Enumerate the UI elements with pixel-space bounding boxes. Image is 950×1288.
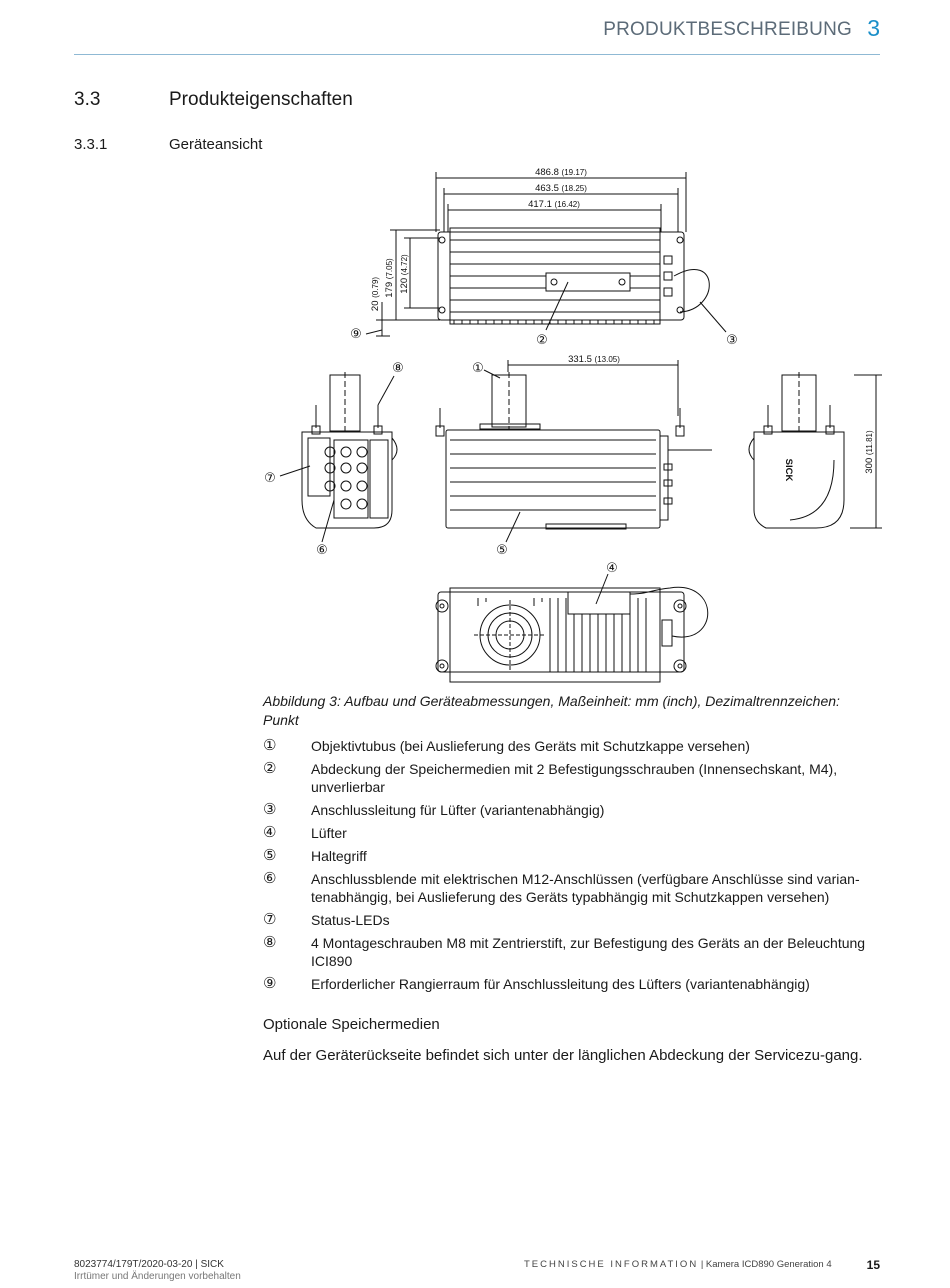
legend-mark: ③ <box>263 801 277 818</box>
svg-text:300 (11.81) <box>864 430 875 474</box>
legend-item <box>263 911 883 929</box>
rear-view <box>436 561 708 682</box>
legend-item <box>263 801 883 819</box>
header-rule <box>74 54 880 55</box>
dim-height-20: 20 <box>370 300 381 312</box>
legend-text: 4 Montageschrauben M8 mit Zentrierstift, zur Befestigung des Geräts an der Beleuchtung ICI890 <box>311 935 866 969</box>
legend-text: Abdeckung der Speichermedien mit 2 Befestigungsschrauben (Innensechskant, M4), unverlierbar <box>311 761 838 795</box>
dim-height-300: 300 <box>864 457 875 474</box>
svg-text:120 (4.72) <box>399 254 410 294</box>
right-side-view <box>749 372 882 528</box>
legend-item <box>263 760 883 796</box>
optional-storage-text: Auf der Geräterückseite befindet sich unter der länglichen Abdeckung der Servicezu-gang. <box>263 1047 863 1064</box>
footer-page-number: 15 <box>866 1258 880 1272</box>
legend-mark: ④ <box>263 824 277 841</box>
legend-mark: ⑥ <box>263 870 277 887</box>
svg-text:463.5 (18.25) <box>535 183 587 194</box>
dim-width-mid: 463.5 <box>535 183 559 194</box>
footer-product: | Kamera ICD890 Generation 4 <box>698 1259 832 1270</box>
subsection-number: 3.3.1 <box>74 136 108 153</box>
svg-text:20 (0.79) <box>370 277 381 311</box>
legend-item <box>263 824 883 842</box>
legend-item <box>263 847 883 865</box>
section-title: Produkteigenschaften <box>169 89 353 110</box>
callout-2: ② <box>536 333 548 348</box>
legend-text: Erforderlicher Rangierraum für Anschlussleitung des Lüfters (variantenabhängig) <box>311 976 810 992</box>
dim-height-300-in: (11.81) <box>865 430 874 456</box>
section-number: 3.3 <box>74 89 101 110</box>
left-side-view <box>264 361 404 558</box>
callout-3: ③ <box>726 333 738 348</box>
dim-height-179-in: (7.05) <box>385 258 394 280</box>
legend-mark: ⑦ <box>263 911 277 928</box>
legend-item <box>263 934 883 970</box>
subsection-title: Geräteansicht <box>169 136 263 153</box>
device-dimension-drawing <box>250 160 890 688</box>
legend-text: Haltegriff <box>311 848 367 864</box>
figure-caption: Abbildung 3: Aufbau und Geräteabmessungen, Maßeinheit: mm (inch), Dezimaltrennzeichen: Punkt <box>263 693 840 728</box>
callout-8: ⑧ <box>392 361 404 376</box>
callout-7: ⑦ <box>264 471 276 486</box>
dim-width-inner: 417.1 <box>528 199 552 210</box>
footer-disclaimer: Irrtümer und Änderungen vorbehalten <box>74 1271 241 1282</box>
brand-mark: SICK <box>783 458 794 482</box>
footer-doc-type: TECHNISCHE INFORMATION <box>524 1259 699 1270</box>
top-view <box>350 167 738 348</box>
legend-mark: ① <box>263 737 277 754</box>
legend-item <box>263 975 883 993</box>
dim-width-mid-in: (18.25) <box>561 184 587 193</box>
callout-1: ① <box>472 361 484 376</box>
legend-text: Anschlussblende mit elektrischen M12-Anschlüssen (verfügbare Anschlüsse sind varian-tenabhängig, bei Auslieferung des Geräts typabhängig mit Schutzkappen versehen) <box>311 871 860 905</box>
callout-9: ⑨ <box>350 327 362 342</box>
dim-height-179: 179 <box>384 281 395 298</box>
callout-6: ⑥ <box>316 543 328 558</box>
svg-text:486.8 (19.17) <box>535 167 587 178</box>
legend-mark: ⑤ <box>263 847 277 864</box>
footer-doc-info <box>524 1259 832 1270</box>
front-side-view <box>436 354 712 558</box>
header-section-title: PRODUKTBESCHREIBUNG <box>603 19 852 40</box>
legend-mark: ⑧ <box>263 934 277 951</box>
figure-legend <box>263 737 883 998</box>
header-chapter-number: 3 <box>867 15 880 41</box>
legend-item <box>263 870 883 906</box>
legend-item <box>263 737 883 755</box>
legend-text: Lüfter <box>311 825 347 841</box>
dim-length-331: 331.5 <box>568 354 592 365</box>
dim-width-overall: 486.8 <box>535 167 559 178</box>
callout-5: ⑤ <box>496 543 508 558</box>
legend-mark: ② <box>263 760 277 777</box>
dim-width-overall-in: (19.17) <box>561 168 587 177</box>
svg-text:331.5 (13.05) <box>568 354 620 365</box>
svg-text:417.1 (16.42) <box>528 199 580 210</box>
svg-text:179 (7.05) <box>384 258 395 298</box>
legend-mark: ⑨ <box>263 975 277 992</box>
footer-doc-id: 8023774/179T/2020-03-20 | SICK <box>74 1259 224 1270</box>
legend-text: Anschlussleitung für Lüfter (variantenabhängig) <box>311 802 605 818</box>
dim-height-20-in: (0.79) <box>371 276 380 298</box>
dim-width-inner-in: (16.42) <box>554 200 580 209</box>
dim-length-331-in: (13.05) <box>594 355 620 364</box>
optional-storage-heading: Optionale Speichermedien <box>263 1016 440 1033</box>
callout-4: ④ <box>606 561 618 576</box>
legend-text: Status-LEDs <box>311 912 390 928</box>
legend-text: Objektivtubus (bei Auslieferung des Geräts mit Schutzkappe versehen) <box>311 738 750 754</box>
dim-height-120-in: (4.72) <box>400 254 409 276</box>
dim-height-120: 120 <box>399 277 410 294</box>
